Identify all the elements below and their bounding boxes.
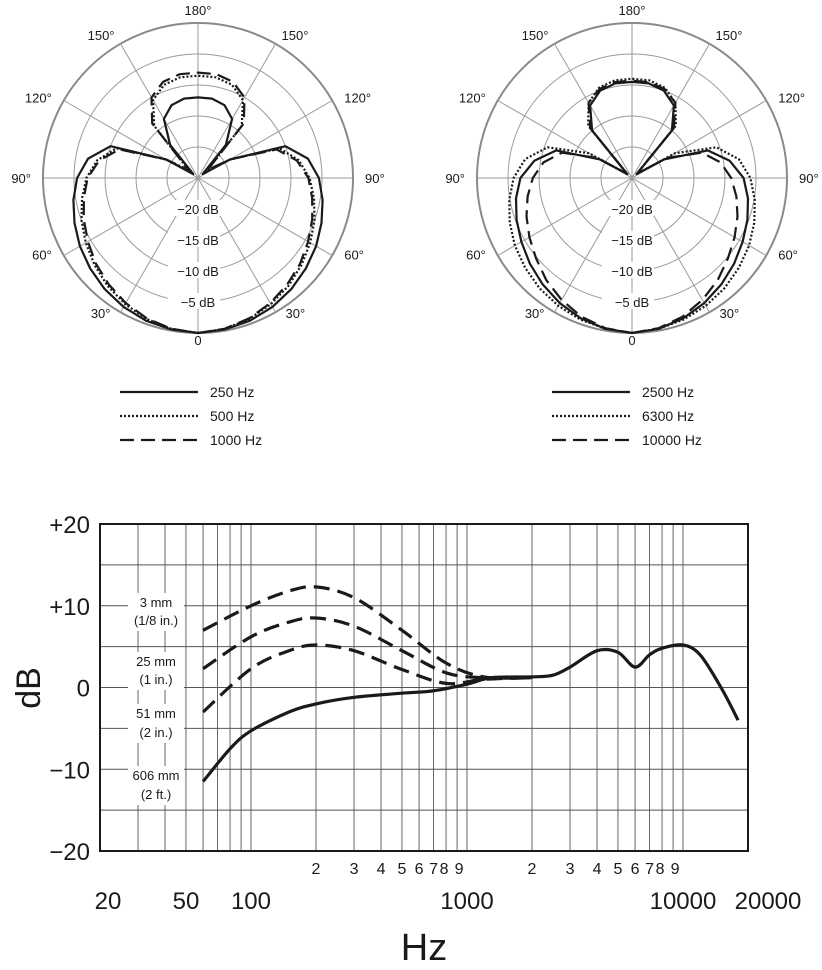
legend-label: 500 Hz: [210, 408, 255, 424]
frequency-response-chart: [10, 512, 801, 969]
polar-ring-label: −20 dB: [177, 202, 219, 217]
legend-label: 10000 Hz: [642, 432, 702, 448]
polar-angle-label-a30l: 30°: [524, 306, 545, 322]
freq-y-tick-label: −10: [49, 757, 90, 785]
freq-x-tick-label: 7: [645, 861, 654, 878]
polar-angle-label-a90r: 90°: [799, 171, 819, 186]
freq-y-tick-label: −20: [49, 839, 90, 866]
polar-angle-label-a0: 0: [194, 333, 202, 348]
polar-angle-label-a30r: 30°: [719, 306, 740, 322]
freq-x-axis-label: Hz: [400, 927, 448, 969]
polar-angle-label-a60l: 60°: [466, 247, 486, 263]
legend-label: 1000 Hz: [210, 432, 263, 448]
polar-angle-label-a60r: 60°: [778, 247, 798, 263]
freq-x-tick-label: 4: [592, 861, 602, 878]
freq-x-tick-label: 6: [630, 861, 640, 878]
freq-y-tick-label: 0: [76, 675, 90, 703]
polar-angle-label-a60l: 60°: [32, 247, 52, 263]
freq-series-label-line2: (2 ft.): [140, 787, 172, 802]
polar-angle-label-a0: 0: [628, 333, 636, 348]
polar-chart-high-frequencies: [445, 3, 818, 348]
polar-ring-label: −5 dB: [614, 295, 650, 310]
polar-angle-label-a150l: 150°: [87, 27, 115, 43]
freq-x-tick-label: 2: [311, 861, 321, 878]
legend-label: 2500 Hz: [642, 384, 695, 400]
polar-legend-high: [552, 384, 702, 448]
polar-angle-label-a180: 180°: [184, 3, 212, 18]
polar-ring-label: −15 dB: [611, 233, 653, 248]
polar-angle-label-a120l: 120°: [458, 90, 486, 106]
freq-x-tick-label: 5: [397, 861, 407, 878]
freq-y-tick-label: +20: [49, 512, 90, 539]
polar-angle-label-a90l: 90°: [445, 171, 465, 186]
freq-x-tick-label: 9: [670, 861, 680, 878]
freq-series-label-line1: 3 mm: [139, 595, 173, 610]
freq-x-tick-label: 50: [172, 888, 200, 915]
freq-x-tick-label: 4: [376, 861, 386, 878]
polar-angle-label-a120r: 120°: [778, 90, 806, 106]
freq-x-tick-label: 3: [349, 861, 359, 878]
freq-series-label-line1: 25 mm: [136, 654, 176, 669]
freq-x-tick-label: 8: [439, 861, 449, 878]
polar-angle-label-a30l: 30°: [90, 306, 111, 322]
polar-angle-label-a90r: 90°: [365, 171, 385, 186]
freq-x-tick-label: 6: [414, 861, 424, 878]
freq-series-label-line1: 606 mm: [132, 768, 180, 783]
polar-angle-label-a150r: 150°: [281, 27, 309, 43]
freq-x-tick-label: 10000: [649, 888, 717, 915]
freq-x-tick-label: 20: [94, 888, 122, 915]
polar-angle-label-a120l: 120°: [24, 90, 52, 106]
polar-angle-label-a90l: 90°: [11, 171, 31, 186]
polar-ring-label: −10 dB: [611, 264, 653, 279]
freq-series-label-line1: 51 mm: [136, 706, 176, 721]
polar-angle-label-a60r: 60°: [344, 247, 364, 263]
legend-label: 250 Hz: [210, 384, 255, 400]
freq-y-tick-label: +10: [49, 593, 90, 621]
freq-y-axis-label: dB: [10, 667, 48, 709]
polar-chart-low-frequencies: [11, 3, 384, 348]
polar-ring-label: −10 dB: [177, 264, 219, 279]
freq-x-tick-label: 1000: [440, 888, 494, 915]
polar-ring-label: −15 dB: [177, 233, 219, 248]
freq-series-line-1: [203, 618, 532, 678]
polar-legend-low: [120, 384, 262, 448]
polar-angle-label-a180: 180°: [618, 3, 646, 18]
freq-x-tick-label: 8: [655, 861, 665, 878]
freq-x-tick-label: 5: [613, 861, 623, 878]
polar-angle-label-a120r: 120°: [344, 90, 372, 106]
freq-series-label-line2: (1/8 in.): [133, 613, 179, 628]
polar-angle-label-a150l: 150°: [521, 27, 549, 43]
freq-series-label-line2: (1 in.): [139, 672, 173, 687]
freq-x-tick-label: 3: [565, 861, 575, 878]
polar-ring-label: −5 dB: [180, 295, 216, 310]
freq-x-tick-label: 2: [527, 861, 537, 878]
freq-x-tick-label: 100: [230, 888, 272, 915]
legend-label: 6300 Hz: [642, 408, 695, 424]
polar-angle-label-a30r: 30°: [285, 306, 306, 322]
polar-ring-label: −20 dB: [611, 202, 653, 217]
polar-angle-label-a150r: 150°: [715, 27, 743, 43]
freq-series-label-line2: (2 in.): [139, 725, 173, 740]
freq-series-line-3: [203, 645, 738, 782]
freq-x-tick-label: 9: [454, 861, 464, 878]
freq-x-tick-label: 7: [429, 861, 438, 878]
freq-x-tick-label: 20000: [734, 888, 802, 915]
